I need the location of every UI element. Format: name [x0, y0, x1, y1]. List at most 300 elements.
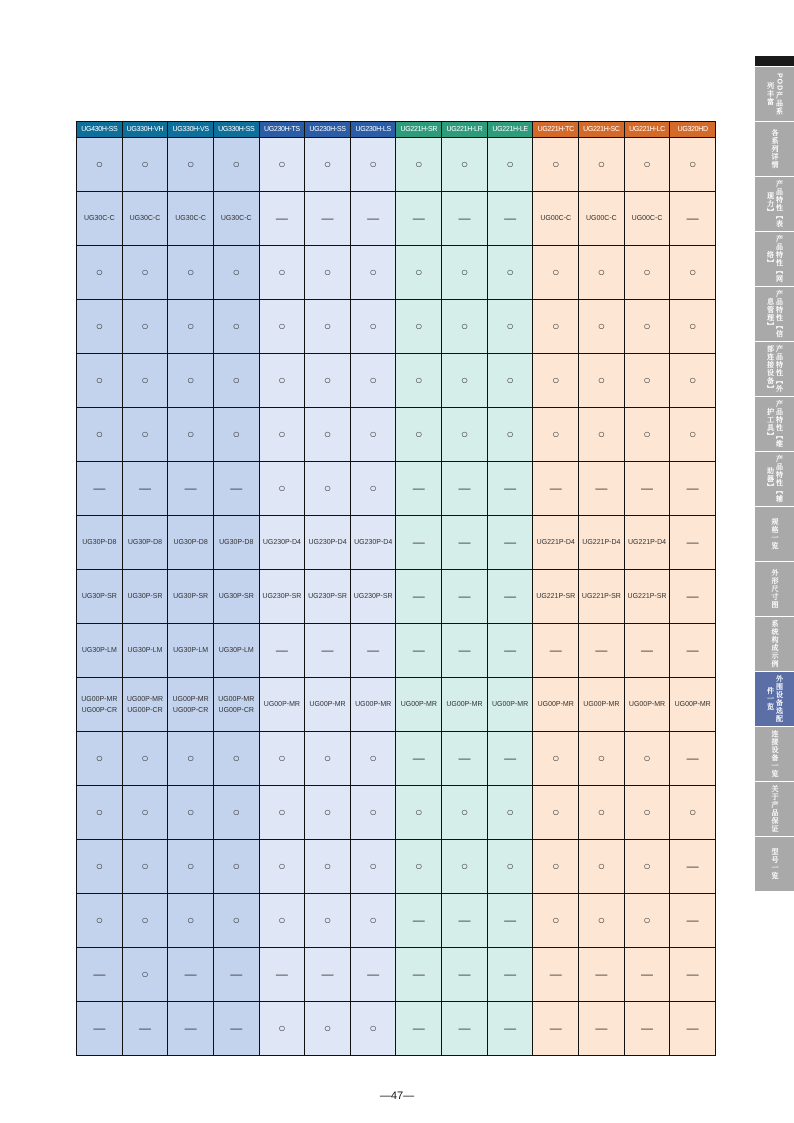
supported-mark: ○	[487, 408, 533, 462]
side-tab[interactable]	[755, 727, 794, 781]
side-tab[interactable]	[755, 562, 794, 616]
table-row	[77, 948, 716, 1002]
supported-mark: ○	[350, 408, 396, 462]
model-cell: UG221P-D4	[624, 516, 670, 570]
unsupported-mark: —	[487, 462, 533, 516]
model-cell: UG230P-SR	[350, 570, 396, 624]
model-cell: UG00P-MR	[259, 678, 305, 732]
unsupported-mark: —	[487, 894, 533, 948]
supported-mark: ○	[533, 354, 579, 408]
unsupported-mark: —	[487, 1002, 533, 1056]
unsupported-mark: —	[122, 1002, 168, 1056]
table-row	[77, 354, 716, 408]
supported-mark: ○	[350, 1002, 396, 1056]
supported-mark: ○	[670, 300, 716, 354]
unsupported-mark: —	[442, 1002, 488, 1056]
supported-mark: ○	[442, 408, 488, 462]
supported-mark: ○	[487, 246, 533, 300]
side-tab[interactable]	[755, 122, 794, 176]
table-row	[77, 1002, 716, 1056]
unsupported-mark: —	[259, 948, 305, 1002]
supported-mark: ○	[213, 732, 259, 786]
model-cell: UG30P-SR	[168, 570, 214, 624]
unsupported-mark: —	[350, 192, 396, 246]
model-cell: UG30P-D8	[122, 516, 168, 570]
unsupported-mark: —	[487, 624, 533, 678]
unsupported-mark: —	[487, 570, 533, 624]
supported-mark: ○	[442, 138, 488, 192]
model-cell: UG30P-D8	[213, 516, 259, 570]
supported-mark: ○	[77, 894, 123, 948]
supported-mark: ○	[305, 354, 351, 408]
unsupported-mark: —	[168, 1002, 214, 1056]
column-header: UG430H-SS	[77, 122, 123, 138]
unsupported-mark: —	[442, 192, 488, 246]
supported-mark: ○	[168, 840, 214, 894]
model-cell: UG230P-D4	[305, 516, 351, 570]
supported-mark: ○	[168, 354, 214, 408]
supported-mark: ○	[259, 138, 305, 192]
supported-mark: ○	[122, 786, 168, 840]
supported-mark: ○	[259, 354, 305, 408]
unsupported-mark: —	[350, 624, 396, 678]
unsupported-mark: —	[259, 192, 305, 246]
supported-mark: ○	[213, 840, 259, 894]
unsupported-mark: —	[624, 462, 670, 516]
supported-mark: ○	[168, 894, 214, 948]
side-tab[interactable]	[755, 67, 794, 121]
unsupported-mark: —	[670, 1002, 716, 1056]
model-cell: UG30C-C	[77, 192, 123, 246]
supported-mark: ○	[579, 408, 625, 462]
unsupported-mark: —	[670, 462, 716, 516]
supported-mark: ○	[213, 246, 259, 300]
supported-mark: ○	[350, 786, 396, 840]
model-cell: UG30P-SR	[77, 570, 123, 624]
supported-mark: ○	[670, 786, 716, 840]
supported-mark: ○	[624, 138, 670, 192]
supported-mark: ○	[213, 786, 259, 840]
side-tab-label: POD产品系列丰富	[766, 72, 783, 116]
unsupported-mark: —	[670, 624, 716, 678]
column-header: UG230H-LS	[350, 122, 396, 138]
supported-mark: ○	[350, 138, 396, 192]
unsupported-mark: —	[77, 1002, 123, 1056]
supported-mark: ○	[579, 138, 625, 192]
table-row	[77, 408, 716, 462]
supported-mark: ○	[77, 246, 123, 300]
model-cell: UG00P-MR UG00P-CR	[122, 678, 168, 732]
unsupported-mark: —	[670, 570, 716, 624]
supported-mark: ○	[579, 246, 625, 300]
model-cell: UG221P-SR	[624, 570, 670, 624]
table-row	[77, 300, 716, 354]
supported-mark: ○	[533, 138, 579, 192]
supported-mark: ○	[396, 246, 442, 300]
supported-mark: ○	[122, 138, 168, 192]
supported-mark: ○	[624, 300, 670, 354]
unsupported-mark: —	[533, 462, 579, 516]
side-tab-label: 产品特性【表现力】	[766, 180, 783, 228]
supported-mark: ○	[624, 894, 670, 948]
table-row	[77, 894, 716, 948]
supported-mark: ○	[624, 246, 670, 300]
unsupported-mark: —	[624, 948, 670, 1002]
unsupported-mark: —	[670, 516, 716, 570]
supported-mark: ○	[579, 894, 625, 948]
supported-mark: ○	[533, 732, 579, 786]
model-cell: UG30C-C	[213, 192, 259, 246]
supported-mark: ○	[579, 786, 625, 840]
side-navigation	[755, 56, 794, 891]
side-tab[interactable]	[755, 232, 794, 286]
model-cell: UG00P-MR	[533, 678, 579, 732]
model-cell: UG00C-C	[624, 192, 670, 246]
supported-mark: ○	[259, 732, 305, 786]
model-cell: UG00P-MR	[579, 678, 625, 732]
supported-mark: ○	[168, 732, 214, 786]
unsupported-mark: —	[670, 840, 716, 894]
column-header: UG330H-SS	[213, 122, 259, 138]
side-tab-label: 产品特性【维护工具】	[766, 400, 783, 448]
supported-mark: ○	[168, 786, 214, 840]
unsupported-mark: —	[350, 948, 396, 1002]
table-row	[77, 246, 716, 300]
model-cell: UG00P-MR	[305, 678, 351, 732]
supported-mark: ○	[259, 786, 305, 840]
supported-mark: ○	[213, 300, 259, 354]
unsupported-mark: —	[670, 894, 716, 948]
supported-mark: ○	[624, 840, 670, 894]
supported-mark: ○	[213, 354, 259, 408]
model-cell: UG30P-SR	[213, 570, 259, 624]
table-row	[77, 678, 716, 732]
supported-mark: ○	[396, 354, 442, 408]
unsupported-mark: —	[487, 192, 533, 246]
unsupported-mark: —	[305, 624, 351, 678]
unsupported-mark: —	[487, 732, 533, 786]
supported-mark: ○	[168, 138, 214, 192]
supported-mark: ○	[442, 840, 488, 894]
unsupported-mark: —	[396, 624, 442, 678]
side-tab[interactable]	[755, 782, 794, 836]
model-cell: UG30C-C	[122, 192, 168, 246]
supported-mark: ○	[487, 840, 533, 894]
unsupported-mark: —	[396, 462, 442, 516]
supported-mark: ○	[305, 840, 351, 894]
side-tab[interactable]	[755, 177, 794, 231]
model-cell: UG230P-SR	[305, 570, 351, 624]
supported-mark: ○	[624, 354, 670, 408]
supported-mark: ○	[77, 408, 123, 462]
model-cell: UG00P-MR UG00P-CR	[77, 678, 123, 732]
unsupported-mark: —	[213, 948, 259, 1002]
model-cell: UG230P-D4	[259, 516, 305, 570]
supported-mark: ○	[122, 246, 168, 300]
supported-mark: ○	[305, 138, 351, 192]
model-cell: UG221P-SR	[533, 570, 579, 624]
side-tab-label: 外围设备选配件一览	[766, 675, 783, 723]
model-cell: UG00C-C	[533, 192, 579, 246]
model-cell: UG221P-D4	[533, 516, 579, 570]
unsupported-mark: —	[168, 462, 214, 516]
side-tab-label: 规格一览	[771, 518, 778, 550]
unsupported-mark: —	[396, 570, 442, 624]
supported-mark: ○	[77, 840, 123, 894]
column-header: UG221H-LC	[624, 122, 670, 138]
side-tab[interactable]	[755, 507, 794, 561]
unsupported-mark: —	[396, 192, 442, 246]
model-cell: UG30P-LM	[77, 624, 123, 678]
supported-mark: ○	[122, 894, 168, 948]
model-cell: UG30P-LM	[213, 624, 259, 678]
unsupported-mark: —	[670, 192, 716, 246]
supported-mark: ○	[213, 894, 259, 948]
supported-mark: ○	[533, 300, 579, 354]
supported-mark: ○	[579, 300, 625, 354]
side-tab[interactable]	[755, 672, 794, 726]
supported-mark: ○	[350, 894, 396, 948]
unsupported-mark: —	[579, 462, 625, 516]
model-cell: UG00P-MR	[396, 678, 442, 732]
table-row	[77, 624, 716, 678]
unsupported-mark: —	[670, 948, 716, 1002]
unsupported-mark: —	[122, 462, 168, 516]
supported-mark: ○	[350, 300, 396, 354]
supported-mark: ○	[533, 840, 579, 894]
side-tab[interactable]	[755, 287, 794, 341]
supported-mark: ○	[213, 138, 259, 192]
model-cell: UG221P-D4	[579, 516, 625, 570]
supported-mark: ○	[579, 840, 625, 894]
unsupported-mark: —	[396, 1002, 442, 1056]
side-tab[interactable]	[755, 617, 794, 671]
supported-mark: ○	[259, 840, 305, 894]
unsupported-mark: —	[442, 624, 488, 678]
supported-mark: ○	[122, 408, 168, 462]
column-header: UG230H-TS	[259, 122, 305, 138]
unsupported-mark: —	[442, 462, 488, 516]
table-row	[77, 138, 716, 192]
model-cell: UG30P-SR	[122, 570, 168, 624]
side-tab[interactable]	[755, 452, 794, 506]
unsupported-mark: —	[396, 516, 442, 570]
supported-mark: ○	[259, 300, 305, 354]
supported-mark: ○	[259, 1002, 305, 1056]
unsupported-mark: —	[396, 948, 442, 1002]
supported-mark: ○	[442, 354, 488, 408]
supported-mark: ○	[305, 462, 351, 516]
table-row	[77, 462, 716, 516]
supported-mark: ○	[350, 732, 396, 786]
supported-mark: ○	[122, 300, 168, 354]
side-tab-label: 产品特性【信息管理】	[766, 290, 783, 338]
supported-mark: ○	[77, 300, 123, 354]
supported-mark: ○	[442, 246, 488, 300]
side-tab-label: 系统构成示例	[771, 620, 778, 668]
model-cell: UG00P-MR	[670, 678, 716, 732]
supported-mark: ○	[305, 732, 351, 786]
side-tab[interactable]	[755, 342, 794, 396]
unsupported-mark: —	[396, 732, 442, 786]
column-header: UG221H-SR	[396, 122, 442, 138]
supported-mark: ○	[487, 138, 533, 192]
supported-mark: ○	[122, 732, 168, 786]
supported-mark: ○	[305, 246, 351, 300]
supported-mark: ○	[533, 246, 579, 300]
unsupported-mark: —	[168, 948, 214, 1002]
supported-mark: ○	[305, 786, 351, 840]
supported-mark: ○	[213, 408, 259, 462]
supported-mark: ○	[259, 408, 305, 462]
supported-mark: ○	[122, 840, 168, 894]
unsupported-mark: —	[259, 624, 305, 678]
unsupported-mark: —	[579, 1002, 625, 1056]
unsupported-mark: —	[442, 948, 488, 1002]
supported-mark: ○	[122, 948, 168, 1002]
model-cell: UG230P-SR	[259, 570, 305, 624]
supported-mark: ○	[670, 408, 716, 462]
table-row	[77, 840, 716, 894]
unsupported-mark: —	[213, 462, 259, 516]
model-cell: UG30P-LM	[122, 624, 168, 678]
supported-mark: ○	[305, 894, 351, 948]
supported-mark: ○	[670, 246, 716, 300]
unsupported-mark: —	[396, 894, 442, 948]
supported-mark: ○	[259, 894, 305, 948]
model-cell: UG00P-MR	[350, 678, 396, 732]
supported-mark: ○	[670, 354, 716, 408]
model-cell: UG00P-MR	[442, 678, 488, 732]
supported-mark: ○	[624, 732, 670, 786]
unsupported-mark: —	[487, 516, 533, 570]
column-header: UG221H-TC	[533, 122, 579, 138]
column-header: UG230H-SS	[305, 122, 351, 138]
supported-mark: ○	[122, 354, 168, 408]
unsupported-mark: —	[533, 948, 579, 1002]
side-nav-top-bar	[755, 56, 794, 66]
unsupported-mark: —	[624, 624, 670, 678]
side-tab-label: 各系列详情	[771, 129, 778, 169]
unsupported-mark: —	[579, 624, 625, 678]
unsupported-mark: —	[533, 1002, 579, 1056]
unsupported-mark: —	[670, 732, 716, 786]
unsupported-mark: —	[487, 948, 533, 1002]
supported-mark: ○	[396, 786, 442, 840]
supported-mark: ○	[305, 300, 351, 354]
supported-mark: ○	[533, 894, 579, 948]
supported-mark: ○	[77, 138, 123, 192]
model-cell: UG30P-D8	[168, 516, 214, 570]
column-header: UG221H-LR	[442, 122, 488, 138]
supported-mark: ○	[442, 300, 488, 354]
supported-mark: ○	[350, 840, 396, 894]
unsupported-mark: —	[77, 462, 123, 516]
supported-mark: ○	[168, 300, 214, 354]
supported-mark: ○	[487, 300, 533, 354]
supported-mark: ○	[350, 246, 396, 300]
supported-mark: ○	[487, 786, 533, 840]
table-row	[77, 192, 716, 246]
supported-mark: ○	[579, 354, 625, 408]
supported-mark: ○	[259, 246, 305, 300]
unsupported-mark: —	[305, 948, 351, 1002]
supported-mark: ○	[168, 246, 214, 300]
unsupported-mark: —	[442, 732, 488, 786]
side-tab[interactable]	[755, 837, 794, 891]
table-row	[77, 570, 716, 624]
supported-mark: ○	[396, 840, 442, 894]
unsupported-mark: —	[305, 192, 351, 246]
unsupported-mark: —	[213, 1002, 259, 1056]
unsupported-mark: —	[442, 570, 488, 624]
side-tab[interactable]	[755, 397, 794, 451]
supported-mark: ○	[442, 786, 488, 840]
column-header: UG221H-SC	[579, 122, 625, 138]
unsupported-mark: —	[442, 894, 488, 948]
table-row	[77, 732, 716, 786]
page-number: —47—	[379, 1090, 415, 1102]
supported-mark: ○	[396, 138, 442, 192]
column-header: UG330H-VS	[168, 122, 214, 138]
column-header: UG221H-LE	[487, 122, 533, 138]
table-row	[77, 516, 716, 570]
supported-mark: ○	[77, 732, 123, 786]
model-cell: UG00P-MR	[624, 678, 670, 732]
supported-mark: ○	[533, 786, 579, 840]
column-header: UG320HD	[670, 122, 716, 138]
supported-mark: ○	[168, 408, 214, 462]
side-tab-label: 产品特性【外部连接设备】	[766, 345, 783, 393]
supported-mark: ○	[350, 354, 396, 408]
model-cell: UG30P-LM	[168, 624, 214, 678]
supported-mark: ○	[305, 1002, 351, 1056]
model-cell: UG221P-SR	[579, 570, 625, 624]
supported-mark: ○	[350, 462, 396, 516]
model-cell: UG00P-MR UG00P-CR	[213, 678, 259, 732]
supported-mark: ○	[77, 354, 123, 408]
column-header: UG330H-VH	[122, 122, 168, 138]
unsupported-mark: —	[533, 624, 579, 678]
side-tab-label: 产品特性【网络】	[766, 235, 783, 283]
side-tab-label: 型号一览	[771, 848, 778, 880]
table-row	[77, 786, 716, 840]
supported-mark: ○	[624, 408, 670, 462]
unsupported-mark: —	[442, 516, 488, 570]
supported-mark: ○	[396, 408, 442, 462]
supported-mark: ○	[533, 408, 579, 462]
model-cell: UG30C-C	[168, 192, 214, 246]
table-header-row	[77, 122, 716, 138]
model-cell: UG00P-MR	[487, 678, 533, 732]
model-cell: UG00P-MR UG00P-CR	[168, 678, 214, 732]
model-cell: UG230P-D4	[350, 516, 396, 570]
compatibility-table	[76, 121, 716, 1056]
side-tab-label: 连接设备一览	[771, 730, 778, 778]
supported-mark: ○	[670, 138, 716, 192]
side-tab-label: 产品特性【辅助器】	[766, 455, 783, 503]
model-cell: UG30P-D8	[77, 516, 123, 570]
supported-mark: ○	[396, 300, 442, 354]
model-cell: UG00C-C	[579, 192, 625, 246]
supported-mark: ○	[487, 354, 533, 408]
supported-mark: ○	[305, 408, 351, 462]
supported-mark: ○	[77, 786, 123, 840]
supported-mark: ○	[579, 732, 625, 786]
side-tab-label: 外形尺寸图	[771, 569, 778, 609]
unsupported-mark: —	[77, 948, 123, 1002]
unsupported-mark: —	[579, 948, 625, 1002]
